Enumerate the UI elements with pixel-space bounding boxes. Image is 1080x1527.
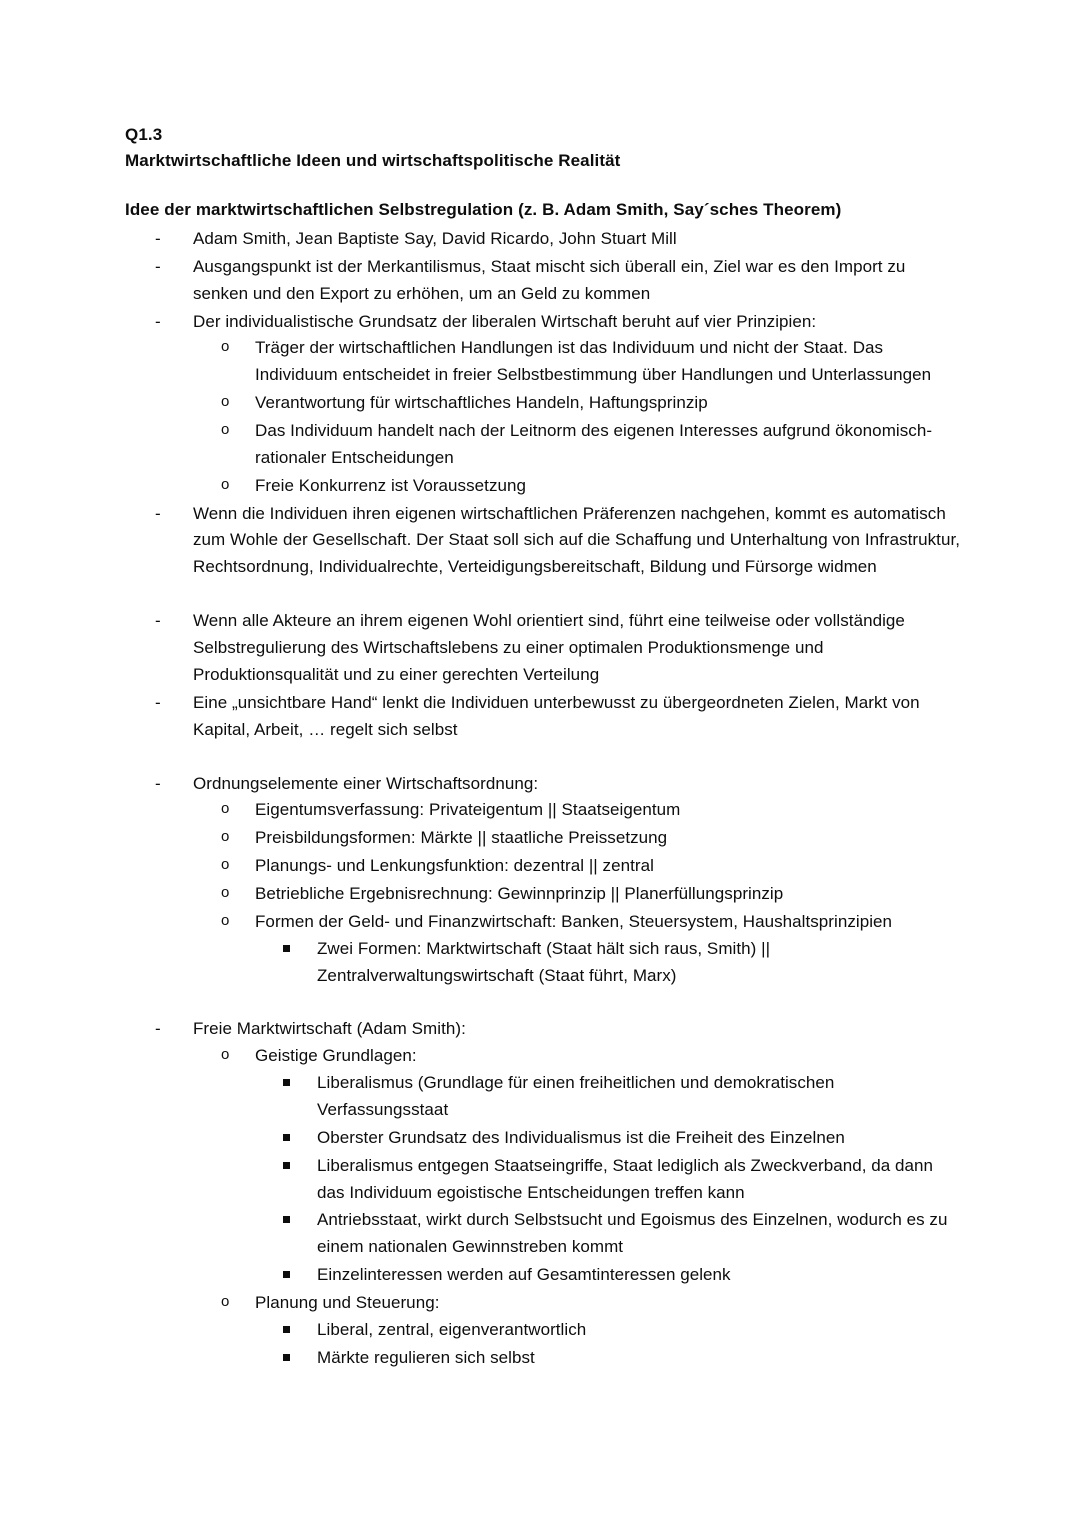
dash-bullet-icon: - — [155, 611, 161, 631]
list-item-text: Ausgangspunkt ist der Merkantilismus, Staat mischt sich überall ein, Ziel war es den Import zu senken und den Export zu erhöhen, um an Geld zu kommen — [193, 256, 906, 303]
list-item-text: Geistige Grundlagen: — [255, 1046, 417, 1066]
outline-level-1 — [125, 226, 962, 581]
list-item-text: Betriebliche Ergebnisrechnung: Gewinnprinzip || Planerfüllungsprinzip — [255, 883, 784, 903]
spacer — [125, 582, 962, 608]
circle-bullet-icon: o — [221, 1292, 230, 1310]
list-item — [255, 1207, 962, 1261]
dash-bullet-icon: - — [155, 773, 161, 793]
list-item — [193, 825, 962, 852]
dash-bullet-icon: - — [155, 1019, 161, 1039]
spacer — [125, 990, 962, 1016]
list-item — [125, 1016, 962, 1371]
list-item — [255, 1125, 962, 1152]
dash-bullet-icon: - — [155, 692, 161, 712]
list-item — [193, 335, 962, 389]
square-bullet-icon — [283, 1354, 290, 1361]
list-item-text: Verantwortung für wirtschaftliches Handeln, Haftungsprinzip — [255, 393, 708, 413]
outline-level-2 — [193, 797, 962, 989]
list-item-text: Adam Smith, Jean Baptiste Say, David Ricardo, John Stuart Mill — [193, 229, 677, 249]
outline-level-1 — [125, 771, 962, 990]
list-item-text: Liberal, zentral, eigenverantwortlich — [317, 1319, 587, 1339]
list-item-text: Planungs- und Lenkungsfunktion: dezentral || zentral — [255, 856, 654, 876]
spacer — [125, 175, 962, 197]
list-item — [255, 1317, 962, 1344]
list-item-text: Liberalismus entgegen Staatseingriffe, Staat lediglich als Zweckverband, da dann das Individuum egoistische Entscheidungen treffen kann — [317, 1155, 934, 1202]
circle-bullet-icon: o — [221, 856, 230, 874]
dash-bullet-icon: - — [155, 229, 161, 249]
list-item-text: Freie Konkurrenz ist Voraussetzung — [255, 475, 527, 495]
circle-bullet-icon: o — [221, 393, 230, 411]
outline-level-3 — [255, 1070, 962, 1289]
square-bullet-icon — [283, 1216, 290, 1223]
list-item-text: Ordnungselemente einer Wirtschaftsordnung: — [193, 773, 539, 793]
list-item — [125, 501, 962, 582]
list-item — [193, 390, 962, 417]
list-item — [255, 1070, 962, 1124]
list-item — [125, 608, 962, 689]
list-item-text: Der individualistische Grundsatz der liberalen Wirtschaft beruht auf vier Prinzipien: — [193, 311, 817, 331]
list-item — [125, 771, 962, 990]
list-item-text: Einzelinteressen werden auf Gesamtinteressen gelenk — [317, 1265, 731, 1285]
list-item — [125, 226, 962, 253]
outline-level-3 — [255, 936, 962, 990]
list-item-text: Antriebsstaat, wirkt durch Selbstsucht und Egoismus des Einzelnen, wodurch es zu einem nationalen Gewinnstreben kommt — [317, 1210, 948, 1257]
list-item-text: Das Individuum handelt nach der Leitnorm des eigenen Interesses aufgrund ökonomisch- rationaler Entscheidungen — [255, 421, 933, 467]
circle-bullet-icon: o — [221, 475, 230, 493]
list-item-text: Oberster Grundsatz des Individualismus ist die Freiheit des Einzelnen — [317, 1127, 845, 1147]
square-bullet-icon — [283, 1326, 290, 1333]
course-code: Q1.3 — [125, 125, 163, 144]
circle-bullet-icon: o — [221, 883, 230, 901]
section-heading: Idee der marktwirtschaftlichen Selbstregulation (z. B. Adam Smith, Say´sches Theorem) — [125, 199, 842, 219]
list-item — [255, 1345, 962, 1372]
list-item — [125, 254, 962, 308]
list-item — [125, 309, 962, 500]
dash-bullet-icon: - — [155, 256, 161, 276]
list-item-text: Planung und Steuerung: — [255, 1292, 440, 1312]
circle-bullet-icon: o — [221, 911, 230, 929]
list-item — [193, 1290, 962, 1372]
list-item — [193, 418, 962, 472]
list-item — [193, 797, 962, 824]
dash-bullet-icon: - — [155, 311, 161, 331]
list-item-text: Märkte regulieren sich selbst — [317, 1347, 535, 1367]
list-item-text: Liberalismus (Grundlage für einen freiheitlichen und demokratischen Verfassungsstaat — [317, 1073, 835, 1119]
list-item — [255, 1153, 962, 1207]
circle-bullet-icon: o — [221, 338, 230, 356]
circle-bullet-icon: o — [221, 1046, 230, 1064]
outline-level-1 — [125, 608, 962, 743]
square-bullet-icon — [283, 945, 290, 952]
outline-level-1 — [125, 1016, 962, 1371]
list-item — [193, 881, 962, 908]
circle-bullet-icon: o — [221, 828, 230, 846]
list-item-text: Eigentumsverfassung: Privateigentum || Staatseigentum — [255, 800, 681, 820]
list-item — [193, 853, 962, 880]
dash-bullet-icon: - — [155, 503, 161, 523]
list-item-text: Zwei Formen: Marktwirtschaft (Staat hält sich raus, Smith) || Zentralverwaltungswirtschaft (Staat führt, Marx) — [317, 938, 771, 985]
outline-level-3 — [255, 1317, 962, 1372]
page-title: Marktwirtschaftliche Ideen und wirtschaftspolitische Realität — [125, 151, 621, 171]
outline-level-2 — [193, 335, 962, 499]
square-bullet-icon — [283, 1134, 290, 1141]
spacer — [125, 745, 962, 771]
outline-level-2 — [193, 1043, 962, 1371]
circle-bullet-icon: o — [221, 800, 230, 818]
list-item-text: Wenn alle Akteure an ihrem eigenen Wohl orientiert sind, führt eine teilweise oder vollständige Selbstregulierung des Wirtschaftslebens zu einer optimalen Produktionsmenge und Produktionsqualität und zu einer gerechten Verteilung — [193, 611, 905, 684]
list-item — [255, 936, 962, 990]
list-item-text: Wenn die Individuen ihren eigenen wirtschaftlichen Präferenzen nachgehen, kommt es automatisch zum Wohle der Gesellschaft. Der Staat soll sich auf die Schaffung und Unterhaltung von Infrastruktur, Rechtsordnung, Individualrechte, Verteidigungsbereitschaft, Bildung und Fürsorge widmen — [193, 503, 960, 577]
list-item-text: Formen der Geld- und Finanzwirtschaft: Banken, Steuersystem, Haushaltsprinzipien — [255, 911, 893, 931]
square-bullet-icon — [283, 1271, 290, 1278]
list-item — [125, 690, 962, 744]
list-item — [255, 1262, 962, 1289]
square-bullet-icon — [283, 1162, 290, 1169]
list-item-text: Freie Marktwirtschaft (Adam Smith): — [193, 1019, 466, 1039]
circle-bullet-icon: o — [221, 421, 230, 439]
list-item-text: Preisbildungsformen: Märkte || staatliche Preissetzung — [255, 828, 668, 848]
list-item — [193, 909, 962, 990]
list-item-text: Eine „unsichtbare Hand“ lenkt die Individuen unterbewusst zu übergeordneten Zielen, Markt von Kapital, Arbeit, … regelt sich selbst — [193, 692, 920, 739]
list-item — [193, 1043, 962, 1289]
list-item — [193, 473, 962, 500]
list-item-text: Träger der wirtschaftlichen Handlungen ist das Individuum und nicht der Staat. Das Individuum entscheidet in freier Selbstbestimmung über Handlungen und Unterlassungen — [255, 338, 932, 385]
square-bullet-icon — [283, 1079, 290, 1086]
